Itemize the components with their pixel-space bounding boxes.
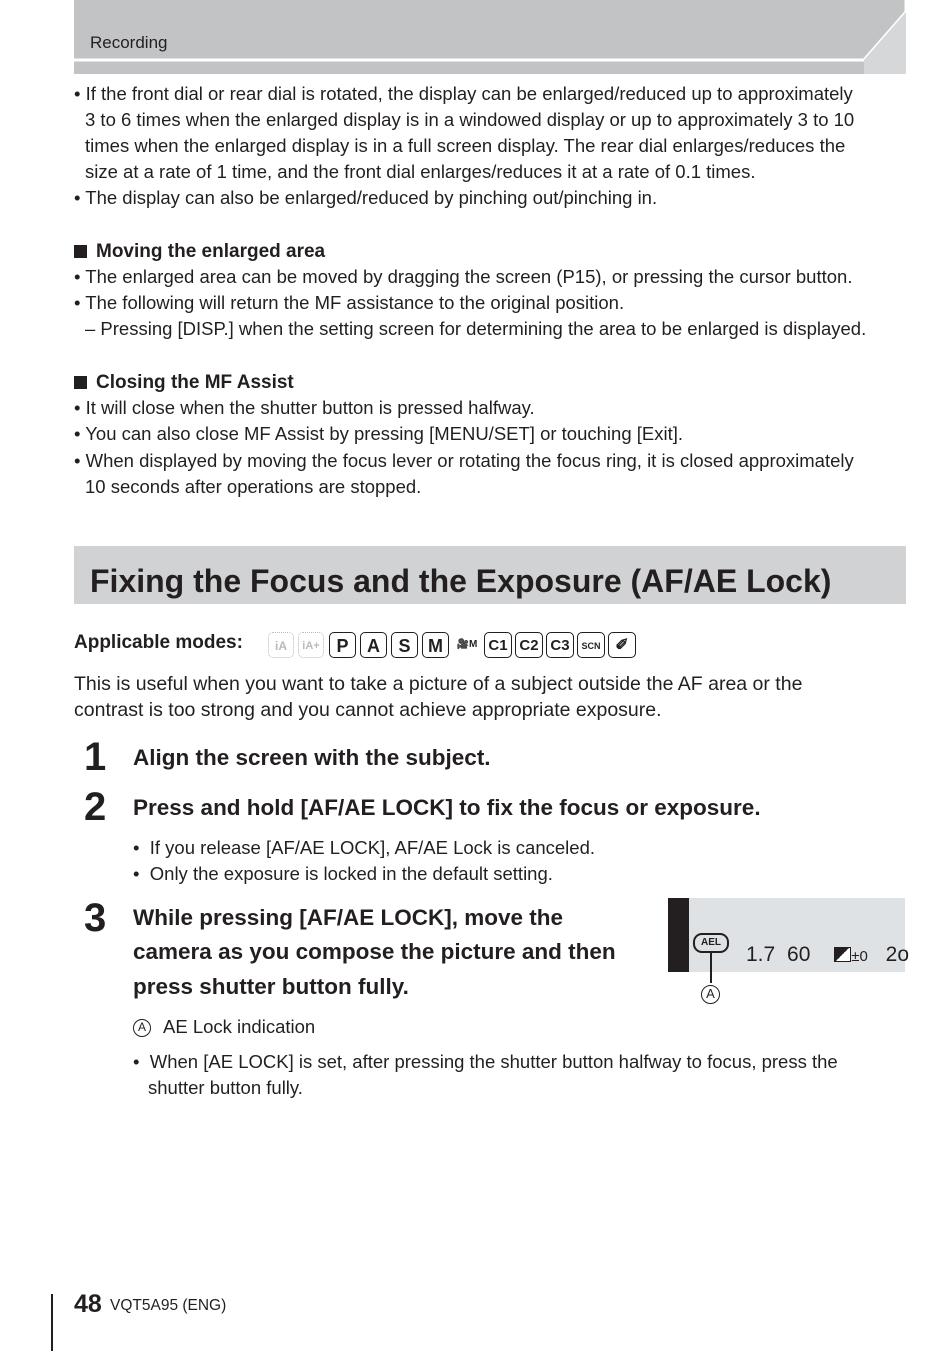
- applicable-modes-label: Applicable modes:: [74, 632, 243, 653]
- step-3-note-1-text: When [AE LOCK] is set, after pressing the shutter button halfway to focus, press the: [149, 1051, 838, 1072]
- intro-line-5: • The display can also be enlarged/reduced by pinching out/pinching in.: [74, 187, 658, 208]
- intro-line-1: • If the front dial or rear dial is rotated, the display can be enlarged/reduced up to approximately: [74, 83, 853, 104]
- page-number: 48: [74, 1290, 102, 1318]
- step-2-text: Press and hold [AF/AE LOCK] to fix the focus or exposure.: [133, 795, 761, 820]
- scn-mode-icon: SCN: [577, 632, 605, 658]
- document-code: VQT5A95 (ENG): [110, 1297, 227, 1314]
- legend-text: AE Lock indication: [163, 1016, 316, 1037]
- closing-line-1: • It will close when the shutter button is pressed halfway.: [74, 397, 535, 418]
- closing-heading: [74, 370, 294, 396]
- header-band: [74, 0, 906, 74]
- moving-line-3: – Pressing [DISP.] when the setting screen for determining the area to be enlarged is displayed.: [85, 318, 867, 339]
- moving-heading: [74, 239, 325, 265]
- step-2-note-1: • If you release [AF/AE LOCK], AF/AE Lock is canceled.: [133, 837, 595, 858]
- intro-line-4: size at a rate of 1 time, and the front dial enlarges/reduces it at a rate of 0.1 times.: [85, 161, 756, 182]
- c1-mode-icon: C1: [484, 632, 512, 658]
- closing-line-2: • You can also close MF Assist by pressing [MENU/SET] or touching [Exit].: [74, 423, 684, 444]
- square-bullet-icon: [74, 376, 87, 389]
- exposure-comp-icon: [834, 947, 851, 962]
- moving-line-2: • The following will return the MF assistance to the original position.: [74, 292, 625, 313]
- closing-line-3: • When displayed by moving the focus lever or rotating the focus ring, it is closed approximately: [74, 450, 854, 471]
- ia-mode-icon: iA: [268, 632, 294, 658]
- step-3-line-1: While pressing [AF/AE LOCK], move the: [133, 905, 564, 930]
- step-3-number: 3: [84, 896, 107, 940]
- section-title: Fixing the Focus and the Exposure (AF/AE Lock): [90, 563, 832, 599]
- lcd-shutter: 60: [787, 943, 811, 966]
- step-2-note-1-text: If you release [AF/AE LOCK], AF/AE Lock is canceled.: [149, 837, 595, 858]
- step-3-note-1: • When [AE LOCK] is set, after pressing the shutter button halfway to focus, press the: [133, 1051, 838, 1072]
- moving-heading-text: Moving the enlarged area: [96, 241, 326, 262]
- p-mode-icon: P: [329, 632, 356, 658]
- creative-video-mode-icon: 🎥M: [456, 639, 478, 650]
- step-2-note-2-text: Only the exposure is locked in the default setting.: [149, 863, 553, 884]
- closing-heading-text: Closing the MF Assist: [96, 372, 294, 393]
- footer-rule: [51, 1294, 53, 1351]
- closing-line-4: 10 seconds after operations are stopped.: [85, 476, 422, 497]
- c2-mode-icon: C2: [515, 632, 543, 658]
- step-1-text: Align the screen with the subject.: [133, 745, 491, 770]
- lcd-exposure: ±0: [851, 948, 868, 965]
- m-mode-icon: M: [422, 632, 449, 658]
- description-line-2: contrast is too strong and you cannot achieve appropriate exposure.: [74, 699, 662, 721]
- ae-lock-indicator-icon: AEL: [693, 933, 729, 953]
- ia-plus-mode-icon: iA+: [298, 632, 324, 658]
- description-line-1: This is useful when you want to take a picture of a subject outside the AF area or the: [74, 673, 803, 695]
- step-2-note-2: • Only the exposure is locked in the default setting.: [133, 863, 553, 884]
- lcd-aperture: 1.7: [746, 943, 776, 966]
- c3-mode-icon: C3: [546, 632, 574, 658]
- legend-a-marker: A: [133, 1019, 151, 1037]
- lcd-readout: [746, 941, 909, 971]
- step-3-line-3: press shutter button fully.: [133, 974, 409, 999]
- s-mode-icon: S: [391, 632, 418, 658]
- intro-line-3: times when the enlarged display is in a full screen display. The rear dial enlarges/reduces the: [85, 135, 846, 156]
- step-3-note-2: shutter button fully.: [148, 1077, 303, 1098]
- lcd-shots: 2o: [885, 943, 910, 966]
- creative-control-mode-icon: ✐: [608, 632, 636, 658]
- header-section-label: Recording: [90, 33, 168, 52]
- callout-line: [710, 953, 712, 983]
- intro-line-2: 3 to 6 times when the enlarged display is in a windowed display or up to approximately 3 to 10: [85, 109, 855, 130]
- callout-a-marker: A: [701, 985, 720, 1004]
- step-1-number: 1: [84, 735, 107, 779]
- a-mode-icon: A: [360, 632, 387, 658]
- step-2-number: 2: [84, 785, 107, 829]
- moving-line-1: • The enlarged area can be moved by dragging the screen (P15), or pressing the cursor button.: [74, 266, 853, 287]
- square-bullet-icon: [74, 245, 87, 258]
- step-3-line-2: camera as you compose the picture and then: [133, 939, 616, 964]
